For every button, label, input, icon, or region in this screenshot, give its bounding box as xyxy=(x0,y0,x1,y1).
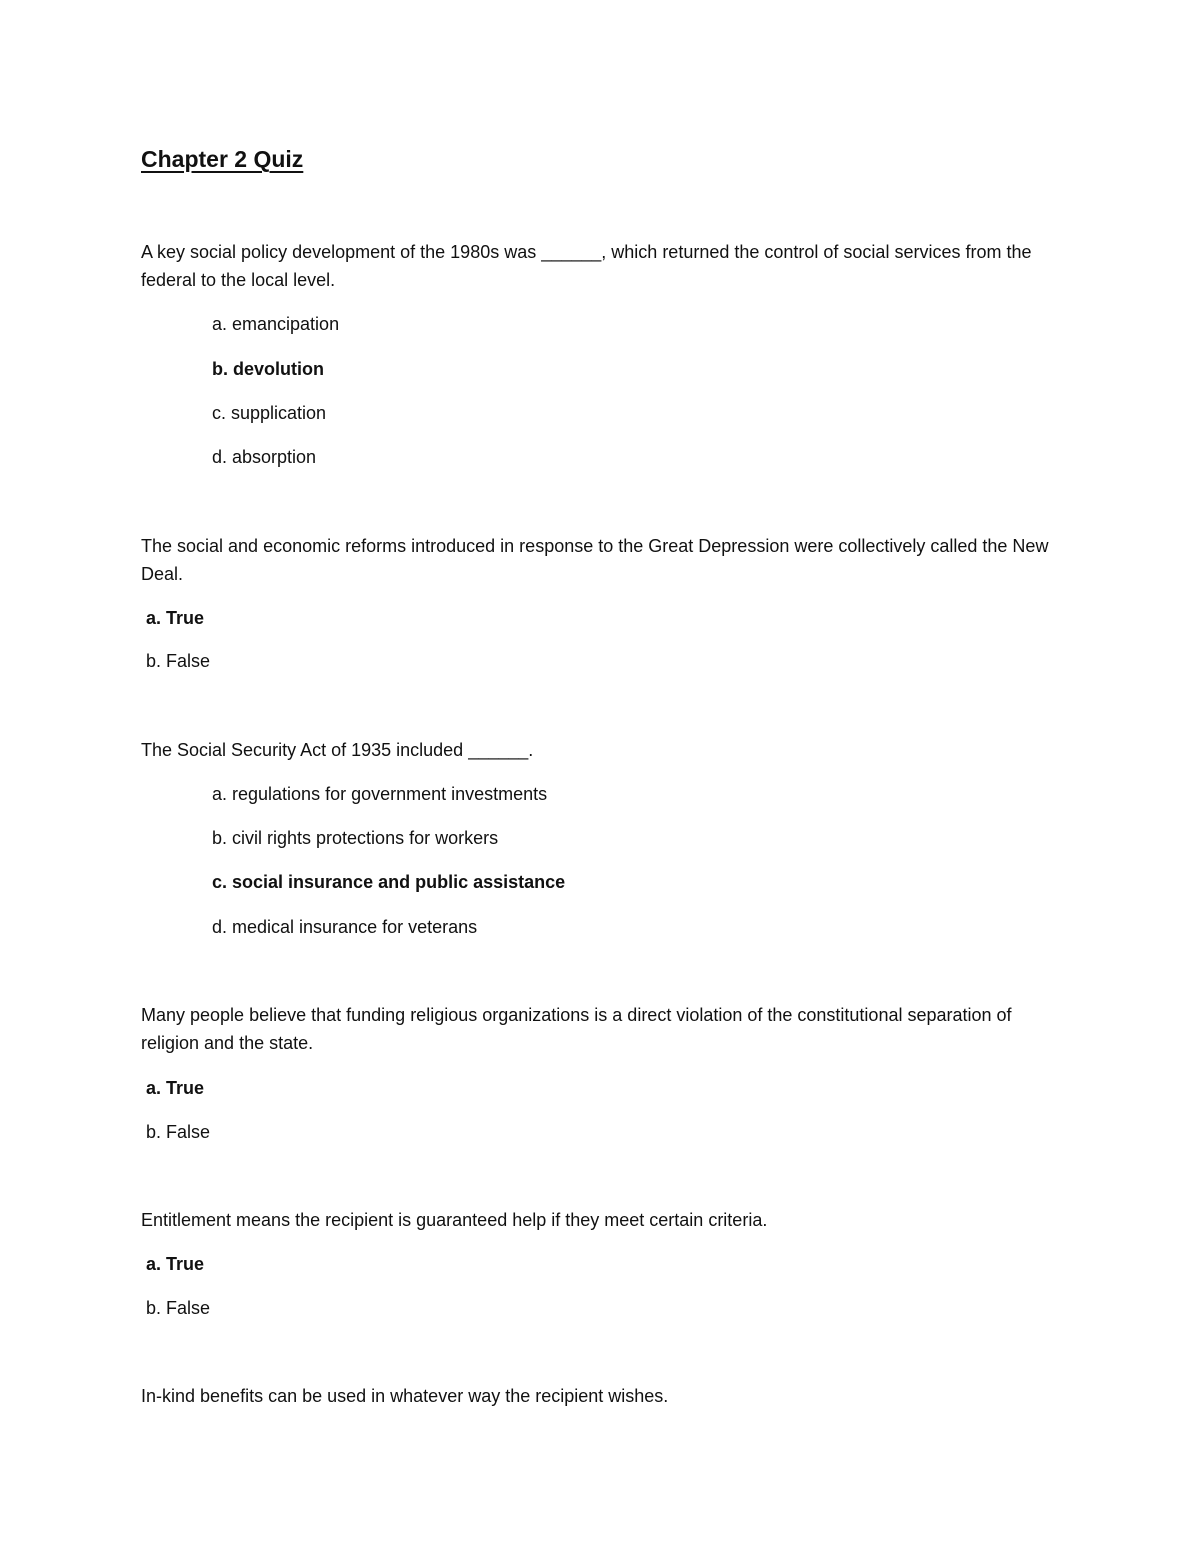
question-3-option-d: d. medical insurance for veterans xyxy=(212,917,478,937)
question-1-option-b: b. devolution xyxy=(212,359,324,379)
question-3-option-b: b. civil rights protections for workers xyxy=(212,828,499,848)
question-2-stem: The social and economic reforms introduced in response to the Great Depression were collectively called the New Deal. xyxy=(141,536,1049,584)
question-3-option-a: a. regulations for government investments xyxy=(212,784,548,804)
question-2-option-b: b. False xyxy=(146,651,211,671)
question-3-stem: The Social Security Act of 1935 included ______. xyxy=(141,740,534,760)
question-3-option-c: c. social insurance and public assistance xyxy=(212,872,566,892)
question-1-stem: A key social policy development of the 1980s was ______, which returned the control of social services from the federal to the local level. xyxy=(141,242,1032,290)
question-1-option-d: d. absorption xyxy=(212,447,317,467)
question-1-option-a: a. emancipation xyxy=(212,314,340,334)
page-title: Chapter 2 Quiz xyxy=(141,146,304,172)
question-4-option-b: b. False xyxy=(146,1122,211,1142)
question-4-option-a: a. True xyxy=(146,1078,205,1098)
question-1-option-c: c. supplication xyxy=(212,403,327,423)
question-2-option-a: a. True xyxy=(146,608,205,628)
question-4-stem: Many people believe that funding religious organizations is a direct violation of the constitutional separation of religion and the state. xyxy=(141,1005,1012,1053)
question-5-option-b: b. False xyxy=(146,1298,211,1318)
question-5-stem: Entitlement means the recipient is guaranteed help if they meet certain criteria. xyxy=(141,1210,768,1230)
question-6-stem: In-kind benefits can be used in whatever way the recipient wishes. xyxy=(141,1386,669,1406)
question-5-option-a: a. True xyxy=(146,1254,205,1274)
